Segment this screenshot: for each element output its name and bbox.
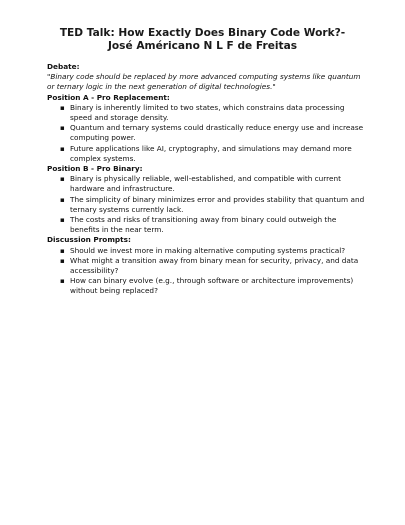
- position-a-list: [47, 103, 367, 164]
- bullet-icon: ▪: [60, 246, 65, 255]
- bullet-icon: ▪: [60, 195, 65, 204]
- document-title: [20, 27, 385, 53]
- title-line-2: José Américano N L F de Freitas: [107, 40, 298, 52]
- list-item: [47, 103, 367, 123]
- position-a-heading: Position A - Pro Replacement:: [47, 92, 170, 102]
- bullet-icon: ▪: [60, 277, 65, 286]
- discussion-list: [47, 246, 367, 297]
- list-item: [47, 174, 367, 194]
- document-body: [47, 62, 367, 297]
- list-item: [47, 215, 367, 235]
- list-item: [47, 246, 367, 256]
- list-item-text: Binary is physically reliable, well-established, and compatible with current hardware and infrastructure.: [70, 174, 341, 194]
- bullet-icon: ▪: [60, 124, 65, 133]
- bullet-icon: ▪: [60, 175, 65, 184]
- list-item-text: How can binary evolve (e.g., through software or architecture improvements) without being replaced?: [70, 276, 354, 296]
- list-item: [47, 195, 367, 215]
- list-item-text: The costs and risks of transitioning away from binary could outweigh the benefits in the near term.: [70, 215, 337, 235]
- bullet-icon: ▪: [60, 256, 65, 265]
- list-item: [47, 276, 367, 296]
- position-b-heading: Position B - Pro Binary:: [47, 164, 143, 174]
- debate-quote: "Binary code should be replaced by more advanced computing systems like quantum or ternary logic in the next generation of digital technologies.": [47, 72, 361, 92]
- title-line-1: TED Talk: How Exactly Does Binary Code Work?-: [59, 27, 346, 39]
- list-item-text: Quantum and ternary systems could drastically reduce energy use and increase computing power.: [70, 123, 364, 143]
- debate-heading: Debate:: [47, 62, 80, 71]
- list-item-text: The simplicity of binary minimizes error and provides stability that quantum and ternary systems currently lack.: [70, 194, 365, 214]
- bullet-icon: ▪: [60, 216, 65, 225]
- list-item-text: What might a transition away from binary mean for security, privacy, and data accessibility?: [70, 255, 359, 276]
- discussion-heading: Discussion Prompts:: [47, 235, 131, 245]
- bullet-icon: ▪: [60, 144, 65, 153]
- list-item-text: Future applications like AI, cryptography, and simulations may demand more complex systems.: [70, 143, 352, 163]
- list-item: [47, 144, 367, 164]
- list-item-text: Should we invest more in making alternative computing systems practical?: [70, 245, 346, 255]
- list-item: [47, 123, 367, 143]
- list-item: [47, 256, 367, 276]
- list-item-text: Binary is inherently limited to two states, which constrains data processing speed and storage density.: [70, 102, 345, 123]
- position-b-list: [47, 174, 367, 235]
- bullet-icon: ▪: [60, 103, 65, 112]
